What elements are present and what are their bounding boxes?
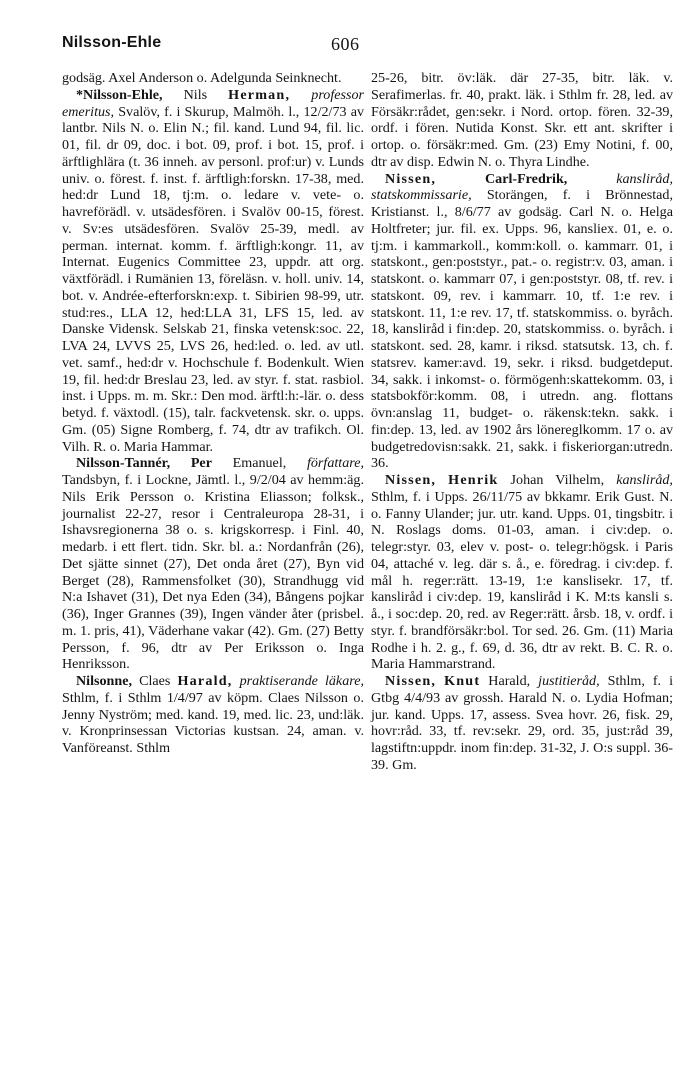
entry-given-names: Nils xyxy=(183,86,208,103)
entry-called-name: Harald, xyxy=(177,673,233,689)
entry-surname: Nilsson-Ehle, xyxy=(83,86,163,103)
left-column xyxy=(62,70,364,757)
entry-given-names: Johan Vilhelm, xyxy=(510,472,605,488)
page-number: 606 xyxy=(331,34,360,54)
entry-body: Svalöv, f. i Skurup, Malmöh. l., 12/2/73 av lantbr. Nils N. o. Elin N.; fil. kand. Lund 94, fil. lic. 01, fil. dr 09, doc. i bot. 09, prof. i bot. 15, prof. i ärftlighlära (t. 36 inneh. av personl. prof:ur) v. Lunds univ. o. förest. f. inst. f. ärftligh:forskn. 17-38, med. hed:dr Lund 18, tj:m. o. ledare v. vete- o. havreförädl. v. utsädesfören. i Svalöv 00-15, förest. v. Sv:es utsädesfören. Svalöv 25-39, medl. av perman. internat. komm. f. ärftligh:kongr. 11, av Internat. Eugenics Committee 23, uppdr. att org. växtförädl. i Rumänien 13, föreläsn. v. holl. univ. 14, bot. v. Andrée-efterforskn:exp. t. Sibirien 98-99, utr. stud:res., LLA 12, hed:LLA 31, LFS 15, led. av Danske Vidensk. Selskab 21, finska vetensk:soc. 22, LVA 24, LVVS 25, LVS 26, hed:led. o. led. av utl. vet. samf., hed:dr v. Hochschule f. Bodenkult. Wien 19, fil. hed:dr Breslau 23, led. av styr. f. stat. rasbiol. inst. i Upps. m. m. Skr.: Den mod. ärftl:h:-lär. o. dess betyd. f. växtodl. (15), talr. fackvetensk. skr. o. upps. Gm. (05) Signe Romberg, f. 74, dtr av trafikch. Ol. Vilh. R. o. Maria Hammar. xyxy=(62,103,364,455)
entry-given-names: Emanuel, xyxy=(232,455,287,472)
entry-surname: Nilsson-Tannér, xyxy=(76,455,171,472)
biography-entry xyxy=(371,472,673,673)
entry-surname: Nissen, xyxy=(385,673,437,689)
entry-title: författare, xyxy=(306,455,364,472)
entry-called-name: Henrik xyxy=(448,472,499,488)
biography-entry xyxy=(62,673,364,757)
entry-title: kansliråd, xyxy=(616,472,673,488)
entry-given-names: Claes xyxy=(139,673,171,689)
entry-title: praktiserande läkare, xyxy=(239,673,364,689)
entry-body: 25-26, bitr. öv:läk. där 27-35, bitr. läk. v. Serafimerlas. fr. 40, prakt. läk. i Sthlm fr. 28, led. av Försäkr:rådet, gen:sekr. i Nord. ortop. fören. 32-39, ordf. i fören. Nutida Konst. Skr. ett ant. skrifter i ortop. o. försäkr:med. Gm. (23) Emy Notini, f. 00, dtr av disp. Edwin N. o. Thyra Lindhe. xyxy=(371,70,673,170)
entry-called-name: Herman, xyxy=(228,86,291,103)
entry-surname: Nilsonne, xyxy=(76,673,132,689)
entry-title: kansliråd, statskommissarie, xyxy=(371,170,673,204)
biography-entry xyxy=(371,171,673,473)
entry-surname: Nissen, xyxy=(385,170,437,187)
entry-body: Tandsbyn, f. i Lockne, Jämtl. l., 9/2/04 av hemm:äg. Nils Erik Persson o. Kristina Eliasson; folksk., journalist 22-27, resor i Centraleuropa 28-31, i Ishavsregionerna 38 o. s. krigskorresp. i Finl. 40, medarb. i ett flert. tidn. Skr. bl. a.: Nordanfrån (26), Det sjätte sinnet (27), Det onda året (27), Byn vid Berget (28), Rammensfolket (30), Strandhugg vid N:a Ishavet (31), Det nya Eden (34), Bångens pojkar (36), Inger Grannes (39), Ingen vänder åter (prisbel. m. 1. pris, 41), Väderhane vakar (42). Gm. (27) Betty Persson, f. 96, dtr av Per Eriksson o. Inga Henriksson. xyxy=(62,472,364,673)
continued-entry-text xyxy=(62,70,364,87)
entry-called-name: Knut xyxy=(444,673,481,689)
continued-entry-text xyxy=(371,70,673,171)
biography-entry xyxy=(62,87,364,456)
right-column xyxy=(371,70,673,774)
biography-entry xyxy=(62,455,364,673)
entry-body: Sthlm, f. i Gtbg 4/4/93 av grossh. Harald N. o. Lydia Hofman; jur. kand. Upps. 17, assess. Svea hovr. 26, fisk. 29, hovr:råd. 33, tf. rev:sekr. 29, ord. 35, just:råd 39, lagstiftn:uppdr. inom fin:dep. 31-32, J. O:s suppl. 36-39. Gm. xyxy=(371,673,673,773)
entry-called-name: Per xyxy=(190,455,212,472)
entry-title: professor emeritus, xyxy=(62,86,364,120)
entry-body: godsäg. Axel Anderson o. Adelgunda Seinknecht. xyxy=(62,70,342,86)
entry-title: justitieråd, xyxy=(538,673,600,689)
running-head: Nilsson-Ehle xyxy=(62,34,162,51)
entry-body: Sthlm, f. i Upps. 26/11/75 av bkkamr. Erik Gust. N. o. Fanny Ulander; jur. utr. kand. Upps. 01, tingsbitr. i N. Roslags doms. 01-03, aman. i civ:dep. o. telegr:styr. 03, elev v. post- o. telegr:högsk. i Paris 04, attaché v. leg. där s. å., e. föredrag. i civ:dep. f. mål h. reger:rätt. 13-19, 1:e kanslisekr. 17, tf. kansliråd i civ:dep. 19, kansliråd i K. M:ts kansli s. å., i soc:dep. 20, red. av Reger:rätt. årsb. 18, v. ordf. i styr. f. brandförsäkr:bol. Tor sed. 26. Gm. (11) Maria Rodhe i h. 2. g., f. 69, d. 36, dtr av rekt. B. C. R. o. Maria Hammarstrand. xyxy=(371,488,673,673)
entry-given-names: Harald, xyxy=(488,673,531,689)
entry-called-name: Carl-Fredrik, xyxy=(484,170,568,187)
entry-surname: Nissen, xyxy=(385,472,437,488)
biography-entry xyxy=(371,673,673,774)
entry-star: * xyxy=(76,86,84,103)
entry-body: Sthlm, f. i Sthlm 1/4/97 av köpm. Claes Nilsson o. Jenny Nyström; med. kand. 19, med. lic. 23, und:läk. v. Kronprinsessan Victorias kustsan. 24, aman. v. Vanföreanst. Sthlm xyxy=(62,689,364,756)
entry-body: Storängen, f. i Brönnestad, Kristianst. l., 8/6/77 av godsäg. Carl N. o. Helga Holtfreter; jur. fil. ex. Upps. 96, kansliex. 01, e. o. tj:m. i kammarkoll., komm:koll. o. kammarr. 01, i statskont., gen:poststyr., pat.- o. registr:v. 03, aman. i statskont. o. kammarr 07, i gen:poststyr. 08, tf. rev. i statskont. 09, rev. i kammarr. 10, tf. 1:e rev. i statskont. 11, 1:e rev. 17, tf. statskommiss. o. byråch. 18, kansliråd i fin:dep. 20, statskommiss. o. byråch. i statskont. sed. 28, kamr. i riksd. statsutsk. 13, ch. f. statsrev. kamer:avd. 19, sekr. i riksd. budgetdeput. 34, sakk. i inkomst- o. förmögenh:skattekomm. 03, i statsbokför:komm. 08, i utredn. ang. flottans övn:anslag 11, budget- o. räkensk:tekn. sakk. i fin:dep. 13, led. av 1902 års lönereglkomm. 17 o. av budgetredovisn:sakk. 21, sakk. i fiskeriorgan:utredn. 36. xyxy=(371,187,673,472)
